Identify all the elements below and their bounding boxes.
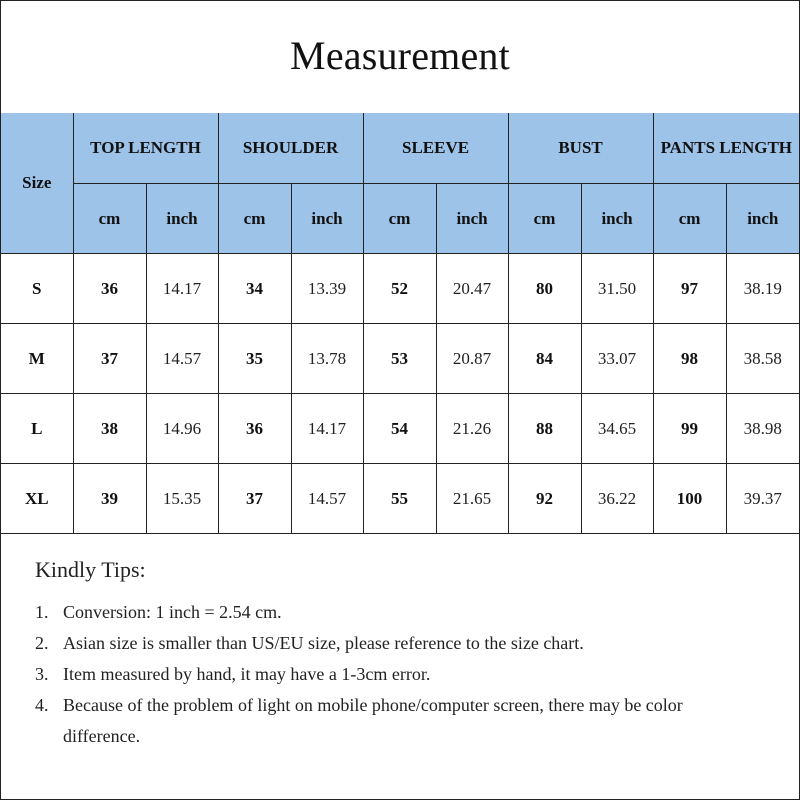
unit-header-cm: cm	[73, 184, 146, 254]
value-cell: 15.35	[146, 464, 218, 534]
value-cell: 97	[653, 254, 726, 324]
title-box	[1, 1, 799, 114]
value-cell: 14.96	[146, 394, 218, 464]
value-cell: 38.58	[726, 324, 799, 394]
value-cell: 37	[218, 464, 291, 534]
value-cell: 37	[73, 324, 146, 394]
value-cell: 14.17	[146, 254, 218, 324]
value-cell: 14.57	[291, 464, 363, 534]
value-cell: 52	[363, 254, 436, 324]
unit-header-cm: cm	[363, 184, 436, 254]
unit-header-inch: inch	[726, 184, 799, 254]
value-cell: 100	[653, 464, 726, 534]
group-header-shoulder: SHOULDER	[218, 113, 363, 184]
tip-number: 2.	[35, 633, 49, 653]
value-cell: 21.65	[436, 464, 508, 534]
value-cell: 34.65	[581, 394, 653, 464]
value-cell: 80	[508, 254, 581, 324]
value-cell: 88	[508, 394, 581, 464]
group-header-top-length: TOP LENGTH	[73, 113, 218, 184]
value-cell: 38	[73, 394, 146, 464]
value-cell: 98	[653, 324, 726, 394]
unit-header-inch: inch	[146, 184, 218, 254]
table-row	[1, 394, 799, 464]
tip-text: Because of the problem of light on mobile phone/computer screen, there may be color difference.	[63, 695, 683, 746]
tip-text: Conversion: 1 inch = 2.54 cm.	[63, 602, 282, 622]
value-cell: 35	[218, 324, 291, 394]
value-cell: 92	[508, 464, 581, 534]
value-cell: 13.78	[291, 324, 363, 394]
value-cell: 38.19	[726, 254, 799, 324]
tip-text: Item measured by hand, it may have a 1-3cm error.	[63, 664, 431, 684]
unit-header-cm: cm	[218, 184, 291, 254]
tips-heading: Kindly Tips:	[35, 557, 146, 582]
size-column-header: Size	[1, 113, 73, 254]
value-cell: 21.26	[436, 394, 508, 464]
value-cell: 39	[73, 464, 146, 534]
value-cell: 33.07	[581, 324, 653, 394]
value-cell: 36.22	[581, 464, 653, 534]
value-cell: 38.98	[726, 394, 799, 464]
table-row	[1, 464, 799, 534]
tips-section	[35, 557, 775, 752]
value-cell: 14.17	[291, 394, 363, 464]
value-cell: 20.47	[436, 254, 508, 324]
unit-header-inch: inch	[291, 184, 363, 254]
list-item	[35, 597, 775, 628]
list-item	[35, 628, 775, 659]
list-item	[35, 690, 775, 752]
value-cell: 39.37	[726, 464, 799, 534]
value-cell: 53	[363, 324, 436, 394]
value-cell: 55	[363, 464, 436, 534]
group-header-sleeve: SLEEVE	[363, 113, 508, 184]
table-row	[1, 324, 799, 394]
unit-header-cm: cm	[508, 184, 581, 254]
size-cell: S	[1, 254, 73, 324]
value-cell: 31.50	[581, 254, 653, 324]
value-cell: 34	[218, 254, 291, 324]
group-header-pants-length: PANTS LENGTH	[653, 113, 799, 184]
unit-header-inch: inch	[581, 184, 653, 254]
tips-list	[35, 597, 775, 752]
value-cell: 84	[508, 324, 581, 394]
unit-header-cm: cm	[653, 184, 726, 254]
tip-number: 3.	[35, 664, 49, 684]
size-cell: XL	[1, 464, 73, 534]
value-cell: 36	[218, 394, 291, 464]
size-cell: L	[1, 394, 73, 464]
value-cell: 54	[363, 394, 436, 464]
value-cell: 36	[73, 254, 146, 324]
size-cell: M	[1, 324, 73, 394]
value-cell: 99	[653, 394, 726, 464]
group-header-bust: BUST	[508, 113, 653, 184]
tip-text: Asian size is smaller than US/EU size, please reference to the size chart.	[63, 633, 584, 653]
measurement-table	[1, 113, 799, 534]
value-cell: 13.39	[291, 254, 363, 324]
tip-number: 1.	[35, 602, 49, 622]
table-row	[1, 254, 799, 324]
list-item	[35, 659, 775, 690]
value-cell: 14.57	[146, 324, 218, 394]
tip-number: 4.	[35, 695, 49, 715]
value-cell: 20.87	[436, 324, 508, 394]
page-title: Measurement	[290, 32, 510, 78]
unit-header-inch: inch	[436, 184, 508, 254]
